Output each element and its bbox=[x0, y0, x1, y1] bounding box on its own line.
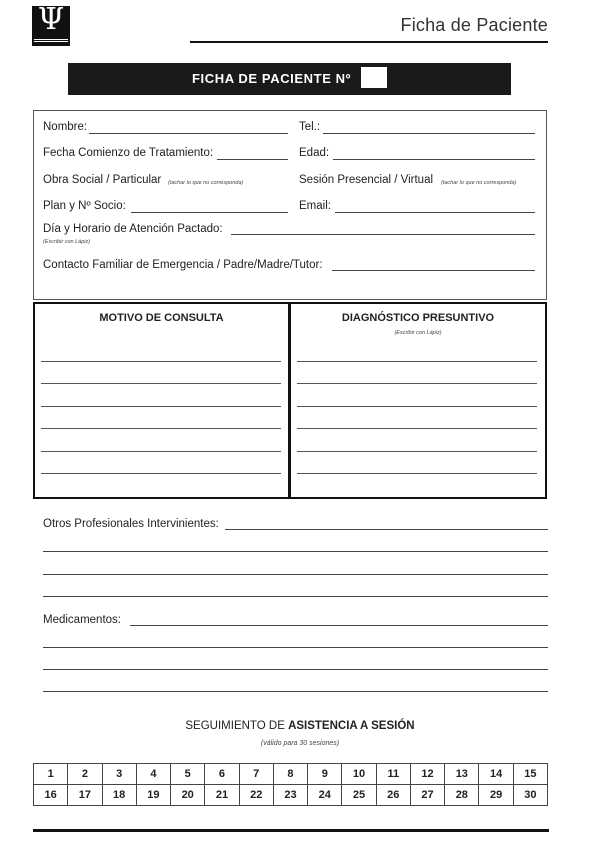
session-cell[interactable]: 15 bbox=[513, 764, 547, 785]
medicamentos-line[interactable] bbox=[43, 669, 548, 670]
otros-line[interactable] bbox=[225, 529, 548, 530]
session-cell[interactable]: 2 bbox=[68, 764, 102, 785]
session-cell[interactable]: 3 bbox=[102, 764, 136, 785]
dia-label: Día y Horario de Atención Pactado: bbox=[43, 223, 223, 235]
seguimiento-title-prefix: SEGUIMIENTO DE bbox=[185, 720, 285, 732]
session-cell[interactable]: 14 bbox=[479, 764, 513, 785]
otros-line[interactable] bbox=[43, 551, 548, 552]
session-cell[interactable]: 18 bbox=[102, 785, 136, 806]
patient-number-banner bbox=[68, 63, 511, 95]
plan-label: Plan y Nº Socio: bbox=[43, 200, 126, 212]
seguimiento-title-bold: ASISTENCIA A SESIÓN bbox=[288, 720, 415, 732]
contacto-label: Contacto Familiar de Emergencia / Padre/Madre/Tutor: bbox=[43, 259, 323, 271]
session-cell[interactable]: 9 bbox=[308, 764, 342, 785]
diagnostico-line[interactable] bbox=[297, 451, 537, 452]
diagnostico-line[interactable] bbox=[297, 473, 537, 474]
tel-field[interactable] bbox=[323, 133, 535, 134]
obra-social-note: (tachar lo que no corresponda) bbox=[168, 180, 244, 186]
page-title: Ficha de Paciente bbox=[400, 15, 548, 35]
patient-number-field[interactable] bbox=[361, 67, 387, 88]
medicamentos-line[interactable] bbox=[43, 691, 548, 692]
sessions-row-1 bbox=[34, 764, 548, 785]
sessions-row-2 bbox=[34, 785, 548, 806]
motivo-line[interactable] bbox=[41, 383, 281, 384]
otros-line[interactable] bbox=[43, 574, 548, 575]
otros-line[interactable] bbox=[43, 596, 548, 597]
motivo-line[interactable] bbox=[41, 473, 281, 474]
diagnostico-line[interactable] bbox=[297, 428, 537, 429]
logo bbox=[32, 2, 70, 46]
diagnostico-line[interactable] bbox=[297, 406, 537, 407]
medicamentos-label: Medicamentos: bbox=[43, 614, 121, 626]
session-cell[interactable]: 16 bbox=[34, 785, 68, 806]
header-rule bbox=[190, 41, 548, 43]
session-cell[interactable]: 21 bbox=[205, 785, 239, 806]
psi-icon: Ψ bbox=[37, 2, 65, 37]
session-cell[interactable]: 17 bbox=[68, 785, 102, 806]
session-cell[interactable]: 30 bbox=[513, 785, 547, 806]
obra-social-label: Obra Social / Particular bbox=[43, 174, 162, 186]
contacto-field[interactable] bbox=[332, 270, 535, 271]
session-cell[interactable]: 7 bbox=[239, 764, 273, 785]
nombre-field[interactable] bbox=[89, 133, 288, 134]
plan-field[interactable] bbox=[131, 212, 288, 213]
session-cell[interactable]: 25 bbox=[342, 785, 376, 806]
email-field[interactable] bbox=[335, 212, 535, 213]
email-label: Email: bbox=[299, 200, 331, 212]
session-cell[interactable]: 5 bbox=[171, 764, 205, 785]
session-cell[interactable]: 8 bbox=[273, 764, 307, 785]
sessions-table bbox=[33, 763, 548, 806]
edad-field[interactable] bbox=[333, 159, 535, 160]
edad-label: Edad: bbox=[299, 147, 330, 159]
session-cell[interactable]: 20 bbox=[171, 785, 205, 806]
nombre-label: Nombre: bbox=[43, 121, 88, 133]
sesion-label: Sesión Presencial / Virtual bbox=[299, 174, 434, 186]
motivo-line[interactable] bbox=[41, 406, 281, 407]
dia-field[interactable] bbox=[231, 234, 535, 235]
tel-label: Tel.: bbox=[299, 121, 321, 133]
medicamentos-line[interactable] bbox=[43, 647, 548, 648]
bottom-rule bbox=[33, 829, 549, 832]
session-cell[interactable]: 29 bbox=[479, 785, 513, 806]
session-cell[interactable]: 26 bbox=[376, 785, 410, 806]
logo-caption-lines bbox=[34, 39, 68, 43]
session-cell[interactable]: 19 bbox=[136, 785, 170, 806]
fecha-label: Fecha Comienzo de Tratamiento: bbox=[43, 147, 214, 159]
session-cell[interactable]: 4 bbox=[136, 764, 170, 785]
diagnostico-line[interactable] bbox=[297, 361, 537, 362]
session-cell[interactable]: 6 bbox=[205, 764, 239, 785]
session-cell[interactable]: 10 bbox=[342, 764, 376, 785]
session-cell[interactable]: 22 bbox=[239, 785, 273, 806]
motivo-title: MOTIVO DE CONSULTA bbox=[99, 312, 224, 324]
session-cell[interactable]: 28 bbox=[445, 785, 479, 806]
session-cell[interactable]: 23 bbox=[273, 785, 307, 806]
motivo-line[interactable] bbox=[41, 361, 281, 362]
session-cell[interactable]: 27 bbox=[410, 785, 444, 806]
dia-note: (Escribir con Lápiz) bbox=[43, 239, 91, 245]
fecha-field[interactable] bbox=[217, 159, 288, 160]
otros-label: Otros Profesionales Intervinientes: bbox=[43, 518, 219, 530]
session-cell[interactable]: 1 bbox=[34, 764, 68, 785]
session-cell[interactable]: 24 bbox=[308, 785, 342, 806]
medicamentos-line[interactable] bbox=[130, 625, 548, 626]
motivo-line[interactable] bbox=[41, 451, 281, 452]
seguimiento-title bbox=[0, 720, 600, 732]
session-cell[interactable]: 11 bbox=[376, 764, 410, 785]
session-cell[interactable]: 13 bbox=[445, 764, 479, 785]
seguimiento-subtitle: (válido para 30 sesiones) bbox=[260, 740, 340, 747]
banner-label: FICHA DE PACIENTE Nº bbox=[191, 71, 352, 86]
session-cell[interactable]: 12 bbox=[410, 764, 444, 785]
diagnostico-note: (Escribir con Lápiz) bbox=[394, 330, 442, 336]
diagnostico-line[interactable] bbox=[297, 383, 537, 384]
sesion-note: (tachar lo que no corresponda) bbox=[441, 180, 517, 186]
diagnostico-title: DIAGNÓSTICO PRESUNTIVO bbox=[341, 312, 495, 324]
motivo-line[interactable] bbox=[41, 428, 281, 429]
